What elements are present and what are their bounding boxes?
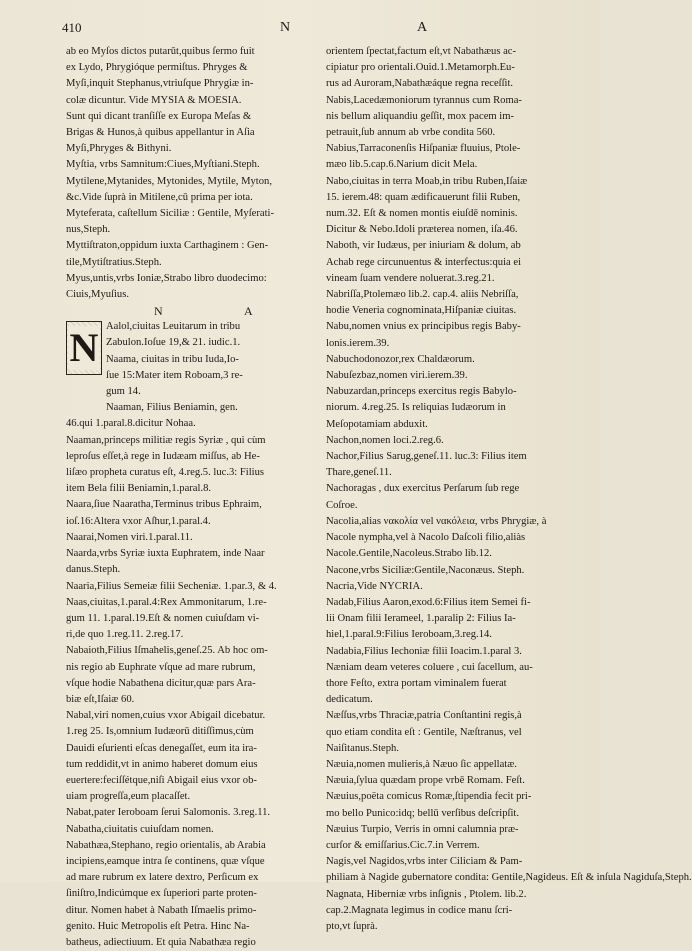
text-line: niorum. 4.reg.25. Is reliquias Iudæorum in (326, 402, 506, 414)
text-line: item Bela filii Beniamin,1.paral.8. (66, 483, 212, 495)
text-line: Nabathæa,Stephano, regio orientalis, ab Arabia (66, 839, 266, 851)
text-line: 46.qui 1.paral.8.dicitur Nohaa. (66, 418, 196, 430)
text-line: Næniam deam veteres coluere , cui ſacellum, au- (326, 661, 533, 673)
text-line: Thare,geneſ.11. (326, 467, 392, 479)
text-line: Naas,ciuitas,1.paral.4:Rex Ammonitarum, 1.re- (66, 596, 267, 608)
text-line: cap.2.Magnata legimus in codice manu ſcri- (326, 904, 513, 916)
text-line: lii Onam filii Ierameel, 1.paralip 2: Filius Ia- (326, 613, 516, 625)
text-line: orientem ſpectat,factum eſt,vt Nabathæus ac- (326, 46, 517, 57)
text-line: Nachor,Filius Sarug,geneſ.11. luc.3: Filius item (326, 451, 527, 463)
text-line: nis regio ab Euphrate vſque ad mare rubrum, (66, 661, 256, 673)
text-line: Myus,untis,vrbs Ioniæ,Strabo libro duodecimo: (66, 272, 267, 284)
text-line: Nabo,ciuitas in terra Moab,in tribu Ruben,Iſaiæ (326, 175, 528, 187)
text-line: incipiens,eamque intra ſe continens, quæ vſque (66, 855, 265, 867)
text-line: Nabuzardan,princeps exercitus regis Babylo- (326, 386, 517, 398)
text-line: Nagnata, Hiberniæ vrbs inſignis , Ptolem. lib.2. (326, 888, 527, 900)
text-line: Aalol,ciuitas Leuitarum in tribu (106, 321, 241, 333)
text-line: 15. ierem.48: quam ædificauerunt filii Ruben, (326, 191, 521, 203)
text-line: Nacole nympha,vel à Nacolo Daſcoli filio,aliàs (326, 532, 526, 544)
text-line: Nabuſezbaz,nomen viri.ierem.39. (326, 370, 468, 382)
text-line: Nadabia,Filius Iechoniæ filii Ioacim.1.paral 3. (326, 645, 522, 657)
text-line: Mytilene,Mytanides, Mytonides, Mytile, Myton, (66, 175, 272, 187)
text-line: Naama, ciuitas in tribu Iuda,Io- (106, 353, 239, 365)
text-line: Brigas & Hunos,à quibus appellantur in Aſia (66, 127, 255, 139)
page-header (62, 20, 572, 42)
text-line: Nacone,vrbs Siciliæ:Gentile,Naconæus. Steph. (326, 564, 525, 576)
text-line: Næuius,poëta comicus Romæ,ſtipendia fecit pri- (326, 791, 532, 803)
text-line: Sunt qui dicant tranſiſſe ex Europa Meſas & (66, 110, 252, 122)
text-line: hodie Veneria cognominata,Hiſpaniæ ciuitas. (326, 305, 517, 317)
text-line: Meſopotamiam abduxit. (326, 418, 428, 430)
text-line: Zabulon.Ioſue 19,& 21. iudic.1. (106, 337, 241, 349)
text-line: Nachoragas , dux exercitus Perſarum ſub rege (326, 483, 520, 495)
initial-letter: N (69, 325, 99, 371)
text-line: ioſ.16:Altera vxor Aſhur,1.paral.4. (66, 515, 211, 527)
text-line: Nachon,nomen loci.2.reg.6. (326, 434, 444, 446)
text-line: Nabat,pater Ieroboam ſerui Salomonis. 3.reg.11. (66, 807, 271, 819)
text-line: mo bello Punico:idq; bellū verſibus deſcripſit. (326, 807, 520, 819)
right-column (326, 44, 692, 935)
text-line: gum 14. (106, 386, 141, 398)
text-line: Naiſitanus.Steph. (326, 742, 399, 754)
text-line: pto,vt ſuprà. (326, 920, 378, 932)
text-line: batheus, adiectiuum. Et quia Nabathæa regio (66, 936, 256, 948)
text-line: Achab rege circunuentus & interfectus:quia ei (326, 256, 522, 268)
text-line: Nabriſſa,Ptolemæo lib.2. cap.4. aliis Nebriſſa, (326, 289, 519, 301)
page-number: 410 (62, 20, 82, 35)
text-line: dedicatum. (326, 694, 373, 706)
text-line: mæo lib.5.cap.6.Narium dicit Mela. (326, 159, 478, 171)
text-line: Naara,ſiue Naaratha,Terminus tribus Ephraim, (66, 499, 262, 511)
text-line: Nabis,Lacedæmoniorum tyrannus cum Roma- (326, 94, 522, 106)
text-line: vſque hodie Nabathena dicitur,quæ pars Ara- (66, 677, 256, 689)
text-line: Nabuchodonozor,rex Chaldæorum. (326, 353, 475, 365)
text-line: ad mare rubrum ex latere dextro, Perſicum ex (66, 872, 259, 884)
text-line: Nabal,viri nomen,cuius vxor Abigail dicebatur. (66, 710, 266, 722)
left-column (66, 44, 316, 951)
text-line: vineam ſuam vendere noluerat.3.reg.21. (326, 272, 495, 284)
text-line: Myſi,inquit Stephanus,vtriuſque Phrygiæ in- (66, 78, 254, 90)
text-line: rus ad Auroram,Nabathæáque regna receſſit. (326, 78, 514, 90)
text-line: Naboth, vir Iudæus, per iniuriam & dolum, ab (326, 240, 521, 252)
text-line: Naaria,Filius Semeiæ filii Secheniæ. 1.par.3, & 4. (66, 580, 277, 592)
text-line: euertere:feciſſétque,niſi Abigail eius vxor ob- (66, 774, 257, 786)
text-line: Nabius,Tarraconenſis Hiſpaniæ fluuius, Ptole- (326, 143, 521, 155)
text-line: Nacria,Vide NYCRIA. (326, 580, 423, 592)
text-line: tum reddidit,vt in animo haberet domum eius (66, 758, 258, 770)
text-line: ex Lydo, Phrygióque permiſtus. Phryges & (66, 62, 248, 74)
section-header (66, 303, 316, 319)
text-line: biæ eſt,Iſaiæ 60. (66, 693, 135, 705)
text-line: lonis.ierem.39. (326, 337, 390, 349)
text-line: 1.reg 25. Is,omnium Iudæorū ditiſſimus,cùm (66, 726, 254, 738)
text-line: danus.Steph. (66, 564, 121, 576)
text-line: Nagis,vel Nagidos,vrbs inter Ciliciam & Pam- (326, 856, 523, 868)
text-line: ſue 15:Mater item Roboam,3 re- (106, 369, 243, 381)
text-line: Coſroe. (326, 499, 358, 511)
text-line: Naaman, Filius Beniamin, gen. (106, 402, 238, 414)
running-head-left: N (280, 20, 293, 35)
text-line: Naarai,Nomen viri.1.paral.11. (66, 531, 193, 543)
text-line: hiel,1.paral.9:Filius Ieroboam,3.reg.14. (326, 629, 492, 641)
text-line: ab eo Myſos dictos putarūt,quibus ſermo fuit (66, 46, 255, 57)
text-line: cipiatur pro orientali.Ouid.1.Metamorph.Eu- (326, 62, 515, 74)
text-line: nus,Steph. (66, 224, 111, 236)
text-line: Myſi,Phryges & Bithyni. (66, 143, 172, 155)
text-line: Naaman,princeps militiæ regis Syriæ , qui cùm (66, 434, 266, 446)
text-line: Nacolia,alias νακολία vel νακόλεια, vrbs Phrygiæ, à (326, 515, 547, 527)
text-line: petrauit,ſub annum ab vrbe condita 560. (326, 127, 496, 139)
text-line: curſor & emiſſarius.Cic.7.in Verrem. (326, 839, 480, 851)
section-header-right: A (244, 304, 255, 319)
running-head-right: A (417, 20, 430, 35)
decorated-initial (66, 321, 102, 375)
text-line: Myttiſtraton,oppidum iuxta Carthaginem : Gen- (66, 240, 269, 252)
text-line: thore Feſto, extra portam viminalem fuerat (326, 677, 507, 689)
text-line: genito. Huic Metropolis eſt Petra. Hinc Na- (66, 920, 250, 932)
text-line: leproſus eſſet,à rege in Iudæam miſſus, ab He- (66, 450, 260, 462)
text-line: Myteferata, caſtellum Siciliæ : Gentile, Myſerati- (66, 208, 274, 220)
text-line: Næuius Turpio, Verris in omni calumnia præ- (326, 823, 519, 835)
text-line: gum 11. 1.paral.19.Eſt & nomen cuiuſdam vi- (66, 612, 260, 624)
text-line: Dicitur & Nebo.Idoli præterea nomen, iſa.46. (326, 224, 518, 236)
text-line: liſæo propheta curatus eſt, 4.reg.5. luc.3: Filius (66, 467, 265, 479)
section-header-left: N (154, 304, 165, 319)
text-line: tile,Mytiſtratius.Steph. (66, 256, 162, 268)
text-line: quo etiam condita eſt : Gentile, Næſtranus, vel (326, 726, 522, 738)
text-line: ri,de quo 1.reg.11. 2.reg.17. (66, 629, 184, 641)
text-line: Næſſus,vrbs Thraciæ,patria Conſtantini regis,à (326, 710, 522, 722)
text-line: Dauidi eſurienti eſcas denegaſſet, eum ita ira- (66, 742, 257, 754)
text-line: philiam à Nagide gubernatore condita: Gentile,Nagideus. Eſt & inſula Nagiduſa,Steph. (326, 872, 692, 884)
text-line: Næuia,nomen mulieris,à Næuo ſic appellatæ. (326, 758, 517, 770)
text-line: num.32. Eſt & nomen montis eiuſdē nominis. (326, 208, 518, 220)
text-line: nis bellum aliquandiu geſſit, mox pacem im- (326, 110, 515, 122)
text-line: Nabatha,ciuitatis cuiuſdam nomen. (66, 823, 214, 835)
text-line: Myſtia, vrbs Samnitum:Ciues,Myſtiani.Steph. (66, 159, 260, 171)
text-line: colæ dicuntur. Vide MYSIA & MOESIA. (66, 94, 242, 106)
text-line: Naarda,vrbs Syriæ iuxta Euphratem, inde Naar (66, 548, 265, 560)
text-line: Nadab,Filius Aaron,exod.6:Filius item Semei fi- (326, 596, 531, 608)
text-line: Næuia,ſylua quædam prope vrbē Romam. Feſt. (326, 775, 525, 787)
text-line: Nabaioth,Filius Iſmahelis,geneſ.25. Ab hoc om- (66, 645, 268, 657)
text-line: Ciuis,Myuſius. (66, 289, 129, 301)
text-line: uiam progreſſa,eum placaſſet. (66, 791, 191, 803)
text-line: Nacole.Gentile,Nacoleus.Strabo lib.12. (326, 548, 492, 560)
text-line: ſiniſtro,Indicúmque ex ſuperiori parte proten- (66, 888, 257, 900)
text-line: Nabu,nomen vnius ex principibus regis Baby- (326, 321, 521, 333)
text-line: &c.Vide ſuprà in Mitilene,cū prima per iota. (66, 191, 253, 203)
text-line: ditur. Nomen habet à Nabath Iſmaelis primo- (66, 904, 257, 916)
